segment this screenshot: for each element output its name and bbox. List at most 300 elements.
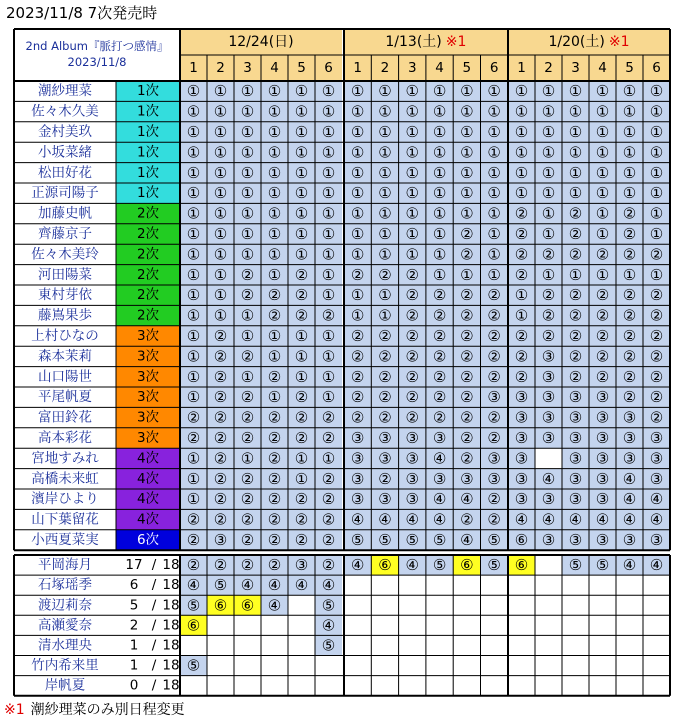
slot-symbol: ② [622, 327, 637, 345]
member-name: 小坂菜緒 [38, 144, 92, 161]
member-name: 小西夏菜実 [31, 532, 99, 548]
slot-symbol: ④ [350, 556, 365, 575]
slot-cell [616, 676, 643, 696]
slot-symbol: ③ [568, 429, 583, 447]
slot-symbol: ② [213, 429, 228, 447]
slot-symbol: ② [321, 306, 336, 325]
slot-symbol: ① [350, 286, 365, 305]
slot-symbol: ⑤ [568, 556, 583, 575]
slot-symbol: ③ [405, 469, 419, 488]
slot-symbol: ① [213, 184, 228, 203]
slot-symbol: ① [514, 306, 529, 325]
slot-symbol: ① [321, 225, 336, 243]
slot-cell [616, 575, 643, 595]
slot-symbol: ② [213, 510, 228, 529]
slot-symbol: ② [240, 490, 255, 509]
slot-symbol: ② [186, 429, 201, 447]
slot-symbol: ④ [432, 510, 447, 529]
slot-symbol: ① [649, 225, 664, 243]
slot-symbol: ① [186, 306, 201, 325]
slot-symbol: ② [595, 367, 610, 386]
batch-label: 3次 [136, 328, 160, 344]
slot-cell [481, 615, 508, 635]
slot-symbol: ② [460, 286, 474, 305]
slot-symbol: ③ [350, 449, 365, 468]
count-value: 5 [129, 597, 139, 614]
slot-symbol: ① [405, 225, 419, 243]
slot-symbol: ① [541, 225, 556, 243]
slot-cell [180, 635, 207, 655]
slot-symbol: ② [622, 347, 637, 366]
slot-symbol: ① [568, 82, 583, 101]
slot-symbol: ① [595, 204, 610, 223]
slot-symbol: ③ [595, 408, 610, 427]
slot-symbol: ① [240, 327, 255, 345]
member-name: 齊藤京子 [38, 226, 92, 242]
slot-symbol: ③ [568, 388, 583, 407]
slot-symbol: ② [460, 306, 474, 325]
slot-cell [535, 575, 562, 595]
batch-label: 3次 [136, 348, 160, 365]
slot-cell [399, 575, 426, 595]
slot-symbol: ① [321, 184, 336, 203]
slot-cell [344, 595, 371, 615]
part-number: 5 [462, 60, 472, 76]
slot-symbol: ① [186, 449, 201, 468]
slot-symbol: ② [622, 388, 637, 407]
slot-symbol: ① [213, 163, 228, 182]
slot-symbol: ① [186, 184, 201, 203]
slot-symbol: ② [378, 367, 392, 386]
slot-symbol: ① [294, 367, 309, 386]
member-name: 正源司陽子 [31, 185, 99, 202]
slot-symbol: ① [378, 163, 392, 182]
part-number: 5 [297, 60, 306, 76]
member-name: 松田好花 [38, 164, 92, 181]
slot-symbol: ① [294, 225, 309, 243]
slot-symbol: ② [514, 265, 529, 284]
member-name: 潮紗理菜 [38, 83, 92, 100]
slot-cell [508, 656, 535, 676]
slot-symbol: ① [186, 388, 201, 407]
slot-cell [371, 656, 398, 676]
slot-symbol: ① [213, 102, 228, 121]
slot-symbol: ① [378, 204, 392, 223]
slot-symbol: ③ [487, 449, 501, 468]
slot-symbol: ① [186, 163, 201, 182]
count-sep: / [151, 657, 157, 674]
footnote [4, 700, 185, 720]
slot-symbol: ② [460, 347, 474, 366]
batch-label: 1次 [136, 185, 160, 202]
slot-symbol: ① [568, 163, 583, 182]
slot-symbol: ① [541, 143, 556, 162]
part-number: 3 [571, 60, 580, 76]
slot-symbol: ① [405, 163, 419, 182]
slot-symbol: ② [213, 327, 228, 345]
slot-symbol: ① [294, 469, 309, 488]
slot-symbol: ① [350, 163, 365, 182]
slot-symbol: ① [622, 163, 637, 182]
slot-symbol: ① [267, 347, 282, 366]
slot-symbol: ② [595, 306, 610, 325]
slot-symbol: ③ [405, 449, 419, 468]
slot-symbol: ② [487, 286, 501, 305]
slot-cell [616, 656, 643, 676]
slot-symbol: ② [213, 469, 228, 488]
slot-symbol: ④ [294, 576, 309, 595]
slot-symbol: ① [649, 163, 664, 182]
slot-cell [562, 575, 589, 595]
slot-symbol: ① [186, 102, 201, 121]
slot-cell [453, 656, 480, 676]
slot-symbol: ② [541, 327, 556, 345]
date-label: 1/20(土) ※1 [548, 34, 630, 50]
count-sep: / [151, 637, 157, 654]
slot-cell [399, 676, 426, 696]
slot-symbol: ② [649, 347, 664, 366]
slot-symbol: ③ [487, 469, 501, 488]
slot-symbol: ② [460, 408, 474, 427]
slot-cell [344, 575, 371, 595]
member-name: 東村芽依 [38, 287, 92, 304]
slot-symbol: ④ [405, 556, 419, 575]
slot-symbol: ② [405, 347, 419, 366]
slot-cell [234, 635, 261, 655]
member-name: 山下葉留花 [31, 511, 99, 528]
slot-symbol: ④ [649, 510, 664, 529]
slot-cell [234, 615, 261, 635]
slot-symbol: ④ [649, 556, 664, 575]
member-name: 富田鈴花 [38, 409, 92, 426]
slot-symbol: ⑤ [213, 576, 228, 595]
slot-symbol: ④ [514, 510, 529, 529]
slot-symbol: ② [294, 408, 309, 427]
slot-symbol: ① [267, 123, 282, 141]
slot-symbol: ③ [514, 490, 529, 509]
batch-label: 4次 [136, 491, 160, 508]
slot-symbol: ① [267, 265, 282, 284]
slot-symbol: ⑤ [186, 656, 201, 675]
slot-symbol: ② [460, 225, 474, 243]
slot-symbol: ② [240, 469, 255, 488]
member-name: 清水理央 [38, 637, 92, 654]
slot-symbol: ① [432, 204, 447, 223]
slot-symbol: ④ [378, 510, 392, 529]
slot-symbol: ① [321, 204, 336, 223]
slot-symbol: ⑥ [240, 596, 255, 615]
slot-symbol: ② [541, 245, 556, 264]
slot-symbol: ② [622, 306, 637, 325]
slot-symbol: ④ [649, 490, 664, 509]
slot-symbol: ① [321, 347, 336, 366]
slot-symbol: ④ [186, 576, 201, 595]
slot-symbol: ② [267, 490, 282, 509]
slot-symbol: ③ [541, 367, 556, 386]
slot-symbol: ① [568, 123, 583, 141]
part-number: 6 [652, 60, 661, 76]
slot-symbol: ① [267, 184, 282, 203]
count-total: 18 [162, 657, 180, 674]
slot-symbol: ① [378, 184, 392, 203]
slot-symbol: ② [294, 531, 309, 549]
slot-cell [535, 595, 562, 615]
slot-symbol: ① [649, 265, 664, 284]
slot-symbol: ① [595, 143, 610, 162]
slot-symbol: ② [213, 408, 228, 427]
slot-symbol: ② [267, 429, 282, 447]
slot-symbol: ② [213, 556, 228, 575]
slot-symbol: ① [213, 225, 228, 243]
slot-symbol: ② [460, 367, 474, 386]
slot-symbol: ③ [378, 490, 392, 509]
slot-symbol: ① [321, 265, 336, 284]
slot-symbol: ② [487, 327, 501, 345]
slot-symbol: ① [186, 123, 201, 141]
member-name: 上村ひなの [31, 328, 99, 344]
slot-symbol: ① [267, 163, 282, 182]
slot-symbol: ⑤ [432, 531, 447, 549]
slot-cell [562, 635, 589, 655]
slot-symbol: ② [568, 367, 583, 386]
slot-symbol: ① [514, 82, 529, 101]
member-name: 渡辺莉奈 [38, 597, 92, 614]
part-number: 4 [598, 60, 607, 76]
slot-symbol: ③ [649, 429, 664, 447]
slot-symbol: ① [294, 449, 309, 468]
slot-symbol: ① [186, 327, 201, 345]
count-value: 1 [129, 637, 139, 654]
slot-symbol: ① [240, 225, 255, 243]
slot-symbol: ① [541, 163, 556, 182]
slot-cell [535, 555, 562, 575]
slot-symbol: ① [514, 123, 529, 141]
slot-symbol: ① [622, 82, 637, 101]
slot-cell [616, 595, 643, 615]
slot-symbol: ① [186, 490, 201, 509]
batch-label: 2次 [136, 287, 160, 304]
slot-symbol: ④ [321, 576, 336, 595]
slot-symbol: ① [460, 143, 474, 162]
slot-symbol: ② [432, 306, 447, 325]
slot-symbol: ① [321, 367, 336, 386]
slot-symbol: ② [213, 388, 228, 407]
slot-symbol: ② [460, 510, 474, 529]
slot-cell [261, 676, 288, 696]
slot-cell [589, 656, 616, 676]
slot-symbol: ② [294, 265, 309, 284]
slot-symbol: ② [432, 327, 447, 345]
slot-symbol: ③ [350, 490, 365, 509]
slot-symbol: ③ [649, 531, 664, 549]
slot-symbol: ② [213, 367, 228, 386]
slot-cell [371, 635, 398, 655]
slot-symbol: ① [321, 388, 336, 407]
slot-symbol: ① [432, 265, 447, 284]
slot-symbol: ① [595, 82, 610, 101]
slot-cell [315, 676, 342, 696]
slot-symbol: ① [294, 184, 309, 203]
slot-symbol: ③ [595, 429, 610, 447]
slot-cell [589, 595, 616, 615]
member-name: 平岡海月 [38, 557, 92, 574]
slot-symbol: ① [405, 102, 419, 121]
slot-symbol: ③ [568, 408, 583, 427]
slot-symbol: ③ [405, 490, 419, 509]
batch-label: 6次 [136, 532, 160, 548]
slot-symbol: ② [321, 429, 336, 447]
slot-symbol: ③ [622, 531, 637, 549]
slot-symbol: ② [432, 388, 447, 407]
slot-symbol: ④ [568, 510, 583, 529]
slot-symbol: ② [267, 469, 282, 488]
slot-symbol: ③ [514, 429, 529, 447]
slot-symbol: ② [267, 510, 282, 529]
slot-symbol: ② [622, 245, 637, 264]
slot-symbol: ② [595, 327, 610, 345]
slot-cell [371, 615, 398, 635]
part-number: 1 [189, 60, 198, 76]
slot-cell [616, 635, 643, 655]
slot-cell [481, 635, 508, 655]
slot-symbol: ② [460, 245, 474, 264]
slot-symbol: ② [514, 225, 529, 243]
count-value: 1 [129, 657, 139, 674]
slot-symbol: ② [321, 469, 336, 488]
slot-symbol: ⑥ [514, 531, 529, 549]
slot-symbol: ② [294, 490, 309, 509]
member-name: 加藤史帆 [38, 205, 92, 222]
slot-cell [207, 676, 234, 696]
slot-symbol: ④ [432, 490, 447, 509]
member-name: 宮地すみれ [31, 450, 99, 467]
slot-symbol: ① [213, 245, 228, 264]
slot-symbol: ① [568, 265, 583, 284]
slot-symbol: ① [432, 245, 447, 264]
member-name: 高瀬愛奈 [38, 617, 92, 634]
slot-symbol: ② [514, 347, 529, 366]
slot-symbol: ④ [240, 576, 255, 595]
slot-symbol: ① [213, 123, 228, 141]
slot-symbol: ① [321, 82, 336, 101]
slot-symbol: ⑥ [213, 596, 228, 615]
slot-symbol: ② [186, 531, 201, 549]
slot-symbol: ① [622, 123, 637, 141]
slot-symbol: ② [432, 408, 447, 427]
slot-symbol: ① [649, 143, 664, 162]
slot-symbol: ① [487, 204, 501, 223]
slot-cell [589, 676, 616, 696]
slot-cell [234, 676, 261, 696]
slot-symbol: ③ [350, 429, 365, 447]
slot-symbol: ② [321, 510, 336, 529]
slot-symbol: ① [378, 225, 392, 243]
slot-symbol: ② [267, 449, 282, 468]
slot-symbol: ① [294, 204, 309, 223]
slot-symbol: ② [568, 327, 583, 345]
slot-cell [535, 448, 562, 468]
slot-symbol: ⑥ [378, 556, 392, 575]
part-number: 2 [380, 60, 390, 76]
slot-symbol: ③ [568, 531, 583, 549]
slot-symbol: ② [487, 510, 501, 529]
slot-cell [508, 575, 535, 595]
slot-symbol: ① [294, 347, 309, 366]
slot-cell [643, 635, 670, 655]
slot-symbol: ② [649, 367, 664, 386]
slot-symbol: ④ [267, 596, 282, 615]
slot-cell [399, 656, 426, 676]
slot-symbol: ③ [514, 388, 529, 407]
slot-cell [180, 676, 207, 696]
batch-label: 1次 [136, 164, 160, 181]
slot-symbol: ② [487, 347, 501, 366]
slot-symbol: ① [267, 82, 282, 101]
batch-label: 3次 [136, 430, 160, 446]
slot-symbol: ② [350, 408, 365, 427]
slot-cell [643, 595, 670, 615]
slot-symbol: ① [321, 286, 336, 305]
slot-symbol: ① [186, 286, 201, 305]
slot-symbol: ② [405, 286, 419, 305]
slot-symbol: ② [622, 204, 637, 223]
slot-symbol: ③ [622, 408, 637, 427]
slot-cell [535, 656, 562, 676]
slot-symbol: ② [649, 388, 664, 407]
slot-symbol: ④ [460, 531, 474, 549]
slot-cell [453, 635, 480, 655]
member-name: 山口陽世 [38, 368, 92, 385]
slot-symbol: ① [321, 327, 336, 345]
slot-symbol: ② [514, 204, 529, 223]
slot-symbol: ⑤ [432, 556, 447, 575]
slot-symbol: ⑤ [321, 636, 336, 655]
slot-cell [481, 595, 508, 615]
slot-cell [535, 676, 562, 696]
slot-symbol: ⑤ [487, 556, 501, 575]
slot-symbol: ① [460, 102, 474, 121]
slot-symbol: ① [487, 184, 501, 203]
slot-symbol: ① [460, 82, 474, 101]
count-sep: / [151, 677, 157, 694]
slot-symbol: ① [240, 82, 255, 101]
slot-symbol: ① [432, 225, 447, 243]
slot-symbol: ① [240, 123, 255, 141]
slot-symbol: ④ [541, 469, 556, 488]
slot-cell [207, 635, 234, 655]
slot-symbol: ① [186, 225, 201, 243]
slot-symbol: ② [213, 347, 228, 366]
slot-symbol: ① [240, 306, 255, 325]
slot-symbol: ① [321, 102, 336, 121]
slot-symbol: ② [240, 531, 255, 549]
slot-symbol: ② [649, 408, 664, 427]
slot-symbol: ① [460, 204, 474, 223]
slot-symbol: ① [568, 184, 583, 203]
slot-symbol: ① [405, 82, 419, 101]
slot-symbol: ③ [541, 531, 556, 549]
slot-symbol: ① [514, 163, 529, 182]
slot-symbol: ① [321, 123, 336, 141]
slot-symbol: ① [186, 143, 201, 162]
slot-symbol: ② [460, 449, 474, 468]
slot-symbol: ② [321, 490, 336, 509]
part-number: 6 [324, 60, 333, 76]
slot-symbol: ② [378, 469, 392, 488]
slot-symbol: ② [460, 327, 474, 345]
part-number: 2 [216, 60, 225, 76]
slot-symbol: ① [213, 143, 228, 162]
